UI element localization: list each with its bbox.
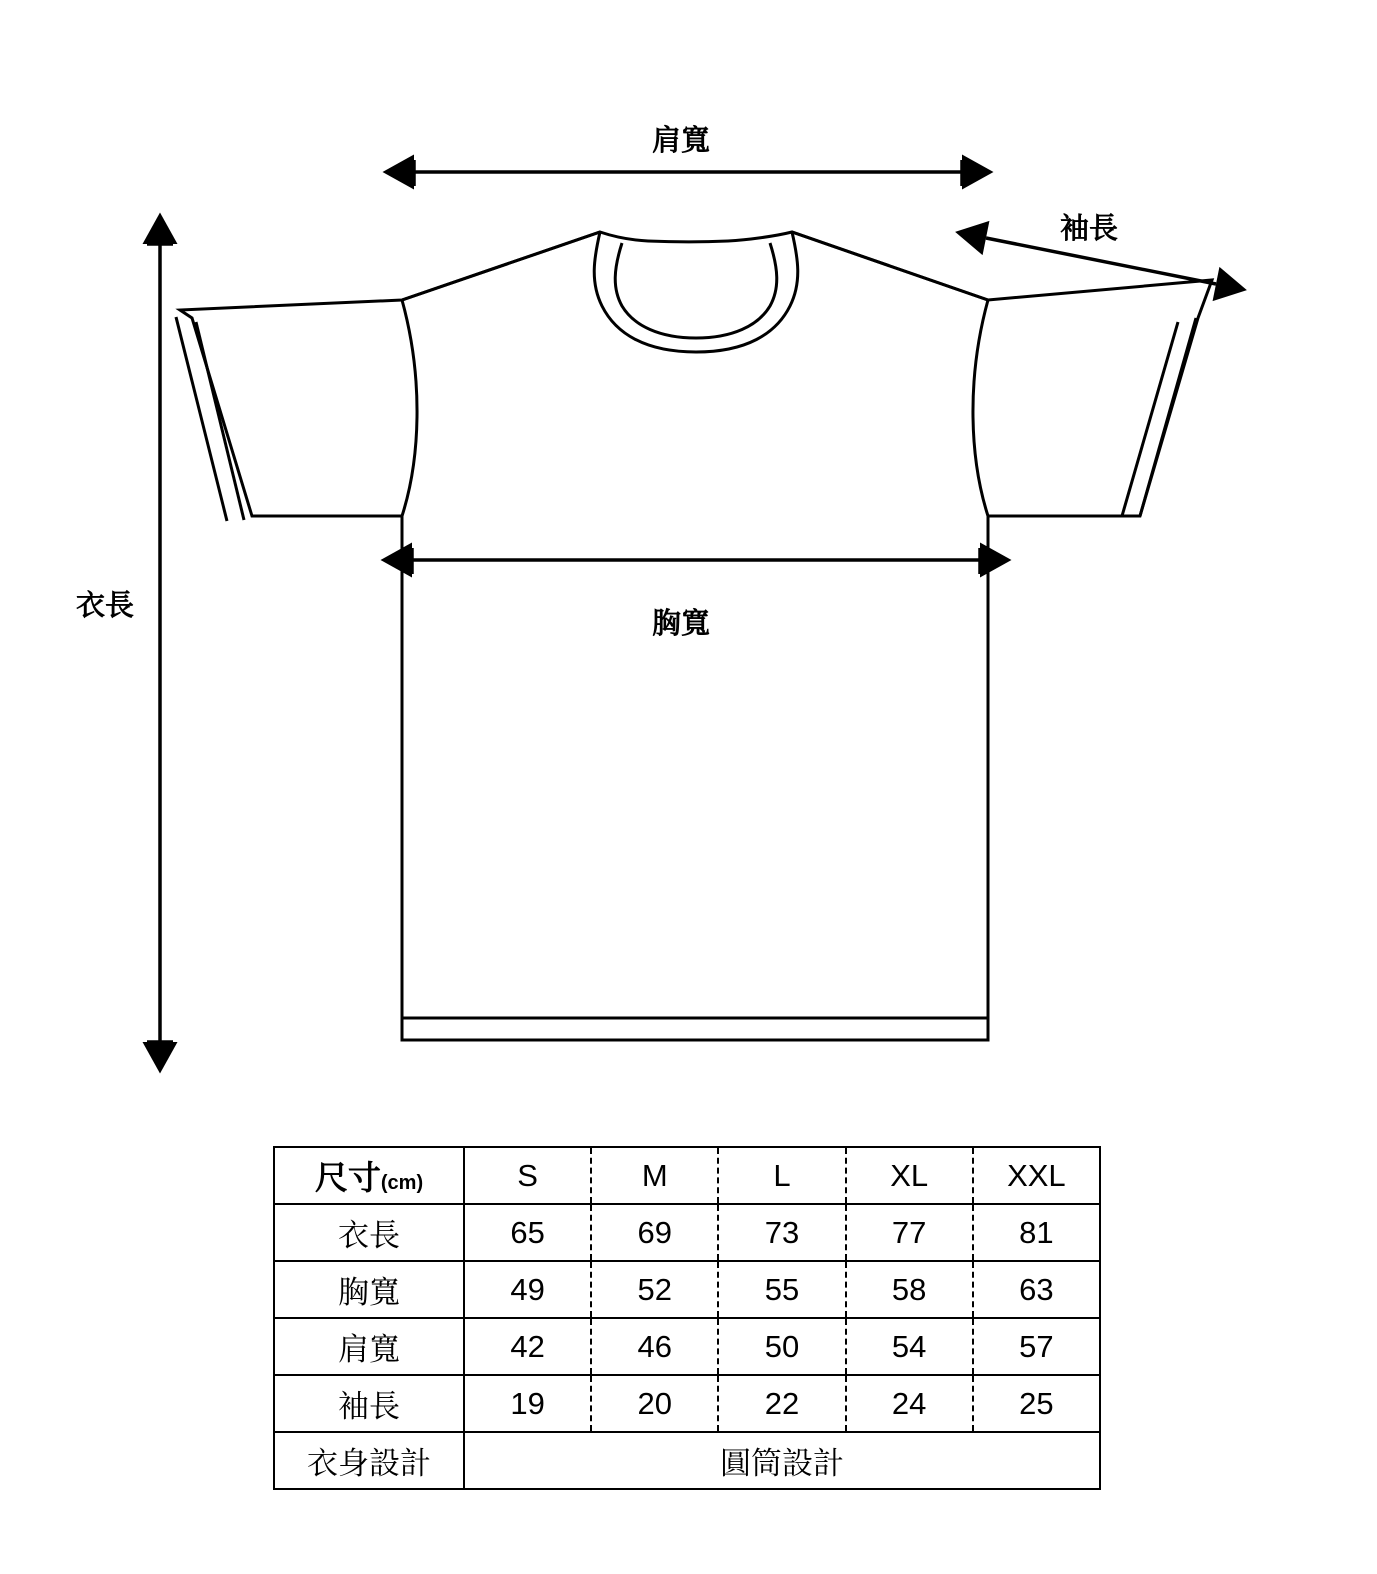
cell-sleeve-m: 20 <box>591 1375 718 1432</box>
cell-length-xl: 77 <box>846 1204 973 1261</box>
cell-chest-l: 55 <box>718 1261 845 1318</box>
table-row <box>274 1432 1100 1489</box>
cell-chest-m: 52 <box>591 1261 718 1318</box>
cell-sleeve-xl: 24 <box>846 1375 973 1432</box>
label-chest-width: 胸寬 <box>652 608 711 640</box>
table-header-unit: (cm) <box>380 1172 424 1194</box>
cell-chest-xl: 58 <box>846 1261 973 1318</box>
cell-sleeve-s: 19 <box>464 1375 591 1432</box>
row-label-body-design: 衣身設計 <box>274 1432 464 1489</box>
table-row <box>274 1204 1100 1261</box>
column-header-m: M <box>591 1147 718 1204</box>
column-header-s: S <box>464 1147 591 1204</box>
cell-shoulder-xl: 54 <box>846 1318 973 1375</box>
cell-shoulder-m: 46 <box>591 1318 718 1375</box>
table-row <box>274 1375 1100 1432</box>
row-label-length: 衣長 <box>274 1204 464 1261</box>
cell-chest-xxl: 63 <box>973 1261 1100 1318</box>
size-table <box>273 1146 1101 1490</box>
cell-length-s: 65 <box>464 1204 591 1261</box>
cell-body-design-value: 圓筒設計 <box>464 1432 1100 1489</box>
row-label-chest: 胸寬 <box>274 1261 464 1318</box>
table-row <box>274 1318 1100 1375</box>
table-header-title <box>274 1147 464 1204</box>
cell-shoulder-xxl: 57 <box>973 1318 1100 1375</box>
cell-sleeve-xxl: 25 <box>973 1375 1100 1432</box>
cell-length-xxl: 81 <box>973 1204 1100 1261</box>
cell-length-m: 69 <box>591 1204 718 1261</box>
size-chart <box>273 1146 1101 1490</box>
label-body-length: 衣長 <box>76 590 135 622</box>
row-label-shoulder: 肩寬 <box>274 1318 464 1375</box>
label-shoulder-width: 肩寬 <box>652 125 711 157</box>
column-header-l: L <box>718 1147 845 1204</box>
column-header-xxl: XXL <box>973 1147 1100 1204</box>
table-header-row <box>274 1147 1100 1204</box>
cell-chest-s: 49 <box>464 1261 591 1318</box>
column-header-xl: XL <box>846 1147 973 1204</box>
row-label-sleeve: 袖長 <box>274 1375 464 1432</box>
cell-shoulder-l: 50 <box>718 1318 845 1375</box>
cell-shoulder-s: 42 <box>464 1318 591 1375</box>
cell-sleeve-l: 22 <box>718 1375 845 1432</box>
table-row <box>274 1261 1100 1318</box>
cell-length-l: 73 <box>718 1204 845 1261</box>
label-sleeve-length: 袖長 <box>1060 213 1119 245</box>
table-header-title-text: 尺寸 <box>314 1159 381 1196</box>
